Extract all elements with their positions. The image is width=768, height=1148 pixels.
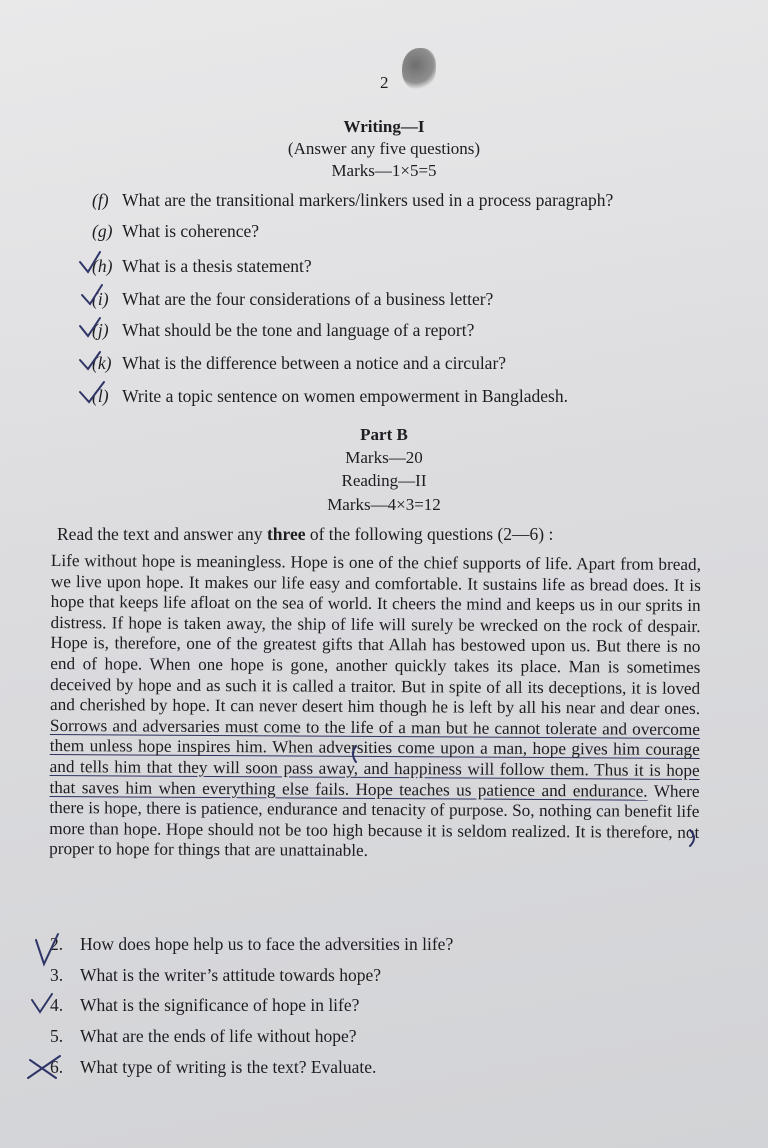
question-text: What is coherence? bbox=[122, 221, 260, 241]
cross-mark-q6 bbox=[28, 1056, 60, 1078]
question-text: What should be the tone and language of a report? bbox=[122, 320, 475, 340]
question-label: (h) bbox=[92, 256, 113, 276]
tick-mark-l bbox=[80, 382, 104, 402]
reading-marks: Marks—4×3=12 bbox=[327, 495, 441, 514]
question-label: (j) bbox=[92, 320, 109, 340]
tick-mark-j bbox=[80, 318, 100, 336]
tick-mark-h bbox=[80, 252, 100, 272]
passage-underlined-text: Sorrows and adversaries must come to the life of a man but he cannot tolerate and overcome them unless hope inspires him. When adversities come upon a man, hope gives him courage and tells him that they will soon pass away, and happiness will follow them. Thus it is hope that saves him when everything else fails. Hope teaches us patience and endurance. bbox=[49, 715, 700, 801]
question-text: What is the writer’s attitude towards hope? bbox=[80, 965, 381, 985]
question-number: 3. bbox=[50, 965, 64, 985]
question-number: 4. bbox=[50, 995, 64, 1015]
question-text: How does hope help us to face the adversities in life? bbox=[80, 934, 454, 954]
question-label: (g) bbox=[92, 221, 113, 241]
question-text: Write a topic sentence on women empowerment in Bangladesh. bbox=[122, 386, 568, 406]
question-text: What is the significance of hope in life? bbox=[80, 995, 360, 1015]
question-label: (l) bbox=[92, 386, 109, 406]
instruction-text-post: of the following questions (2—6) : bbox=[305, 524, 554, 544]
tick-mark-i bbox=[82, 285, 102, 304]
question-text: What are the four considerations of a business letter? bbox=[122, 289, 494, 309]
writing-instruction: (Answer any five questions) bbox=[287, 139, 481, 158]
part-b-title: Part B bbox=[360, 425, 408, 444]
reading-title: Reading—II bbox=[341, 471, 427, 490]
question-label: (f) bbox=[92, 190, 109, 210]
bracket-mark-end bbox=[690, 830, 694, 846]
tick-mark-q4 bbox=[32, 994, 52, 1012]
question-text: What type of writing is the text? Evaluate. bbox=[80, 1057, 377, 1077]
instruction-text-pre: Read the text and answer any bbox=[57, 524, 267, 544]
tick-mark-k bbox=[80, 352, 100, 369]
instruction-text-bold: three bbox=[266, 524, 306, 544]
question-text: What are the ends of life without hope? bbox=[80, 1026, 357, 1046]
question-text: What is a thesis statement? bbox=[122, 256, 312, 276]
tick-mark-q2 bbox=[36, 934, 58, 964]
question-number: 5. bbox=[50, 1026, 64, 1046]
writing-marks: Marks—1×5=5 bbox=[331, 161, 437, 180]
question-text: What are the transitional markers/linkers used in a process paragraph? bbox=[122, 190, 614, 210]
bracket-mark bbox=[353, 746, 356, 762]
page-number: 2 bbox=[380, 73, 389, 92]
question-label: (k) bbox=[92, 353, 112, 373]
question-number: 2. bbox=[50, 934, 64, 954]
writing-title: Writing—I bbox=[343, 117, 425, 136]
question-label: (i) bbox=[92, 289, 109, 309]
part-b-marks: Marks—20 bbox=[345, 448, 423, 467]
passage-text-2: Where there is hope, there is patience, endurance and tenacity of purpose. So, nothing can benefit life more than hope. Hope should not be too high because it is seldom realized. It is therefore, not proper to hope for things that are unattainable. bbox=[49, 781, 700, 861]
question-number: 6. bbox=[50, 1057, 64, 1077]
passage-text-1: Life without hope is meaningless. Hope is one of the chief supports of life. Apart from bread, we live upon hope. It makes our life easy and comfortable. It sustains life as bread does. It is hope that keeps life afloat on the sea of world. It cheers the mind and keeps us in our sprits in distress. If hope is taken away, the ship of life will surely be wrecked on the rock of despair. Hope is, therefore, one of the greatest gifts that Allah has bestowed upon us. But there is no end of hope. When one hope is gone, another quickly takes its place. Man is sometimes deceived by hope and as such it is called a traitor. But in spite of all its deceptions, it is loved and cherished by hope. It can never desert him though he is left by all his near and dear ones. bbox=[50, 551, 701, 719]
question-text: What is the difference between a notice and a circular? bbox=[122, 353, 507, 373]
